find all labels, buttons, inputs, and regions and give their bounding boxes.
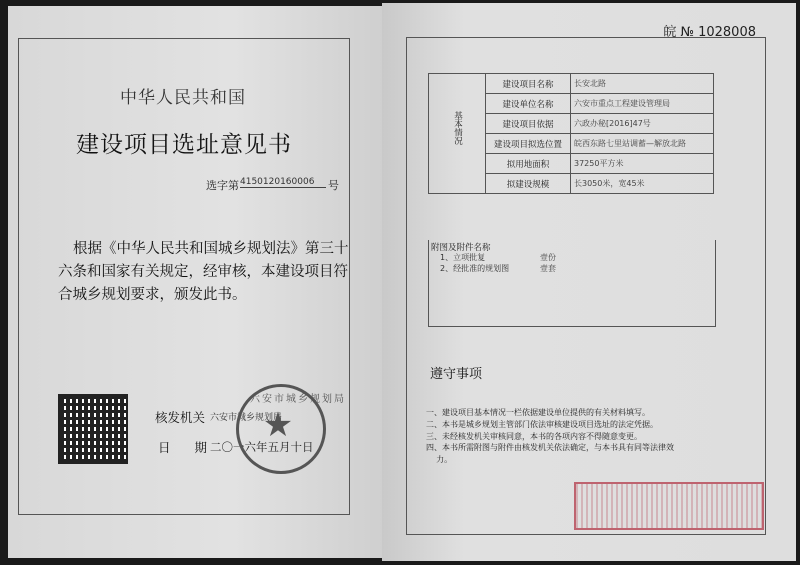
document-title: 建设项目选址意见书 <box>76 132 292 158</box>
issuer-name: 六安市城乡规划局 <box>210 413 283 423</box>
document-number: 皖 № 1028008 <box>663 25 756 40</box>
row-label: 拟建设规模 <box>486 174 571 194</box>
serial-number: 4150120160006 <box>240 177 326 188</box>
issuer-label: 核发机关 <box>155 410 206 425</box>
rule-item: 二、本书是城乡规划主管部门依法审核建设项目选址的法定凭据。 <box>426 419 658 429</box>
date-label: 日 期 <box>158 440 207 455</box>
seal-text: 六安市城乡规划局 <box>250 394 346 405</box>
rule-item: 一、建设项目基本情况一栏依据建设单位提供的有关材料填写。 <box>426 408 650 417</box>
row-label: 建设项目拟选位置 <box>486 134 571 154</box>
row-value: 长3050米，宽45米 <box>571 174 714 194</box>
red-seal-stamp-icon <box>574 482 764 530</box>
serial-suffix: 号 <box>328 179 339 192</box>
serial-label: 选字第 <box>206 179 239 192</box>
row-label: 拟用地面积 <box>486 154 571 174</box>
row-label: 建设项目名称 <box>486 74 571 94</box>
row-label: 建设单位名称 <box>486 94 571 114</box>
table-row <box>429 74 714 94</box>
row-value: 37250平方米 <box>571 154 714 174</box>
rule-item: 力。 <box>426 455 453 465</box>
row-value: 皖西东路七里站调蓄—解放北路 <box>571 134 714 154</box>
issue-date: 二〇一六年五月十日 <box>210 440 314 454</box>
country-name: 中华人民共和国 <box>120 88 246 108</box>
attachment-name: 1、立项批复 <box>440 253 486 262</box>
attachment-count: 壹份 <box>540 253 556 262</box>
right-page <box>382 3 796 561</box>
row-label: 建设项目依据 <box>486 114 571 134</box>
rule-item: 三、未经核发机关审核同意，本书的各项内容不得随意变更。 <box>426 431 642 441</box>
basic-info-side-label: 基本情况 <box>429 74 486 194</box>
seal-star-icon: ★ <box>262 405 294 445</box>
row-value: 六政办秘[2016]47号 <box>571 114 714 134</box>
row-value: 六安市重点工程建设管理局 <box>571 94 714 114</box>
rules-title: 遵守事项 <box>430 367 483 382</box>
rule-item: 四、本书所需附图与附件由核发机关依法确定，与本书具有同等法律效 <box>426 443 674 453</box>
attachment-count: 壹套 <box>540 264 556 273</box>
basic-info-table <box>428 73 714 194</box>
approval-statement: 根据《中华人民共和国城乡规划法》第三十六条和国家有关规定，经审核，本建设项目符合城乡规划要求，颁发此书。 <box>58 241 349 303</box>
left-page <box>8 6 383 558</box>
row-value: 长安北路 <box>571 74 714 94</box>
qr-code-icon <box>58 394 128 464</box>
rules-list <box>426 407 756 466</box>
attachments-title: 附图及附件名称 <box>431 243 491 253</box>
attachment-name: 2、经批准的规划图 <box>440 264 510 273</box>
